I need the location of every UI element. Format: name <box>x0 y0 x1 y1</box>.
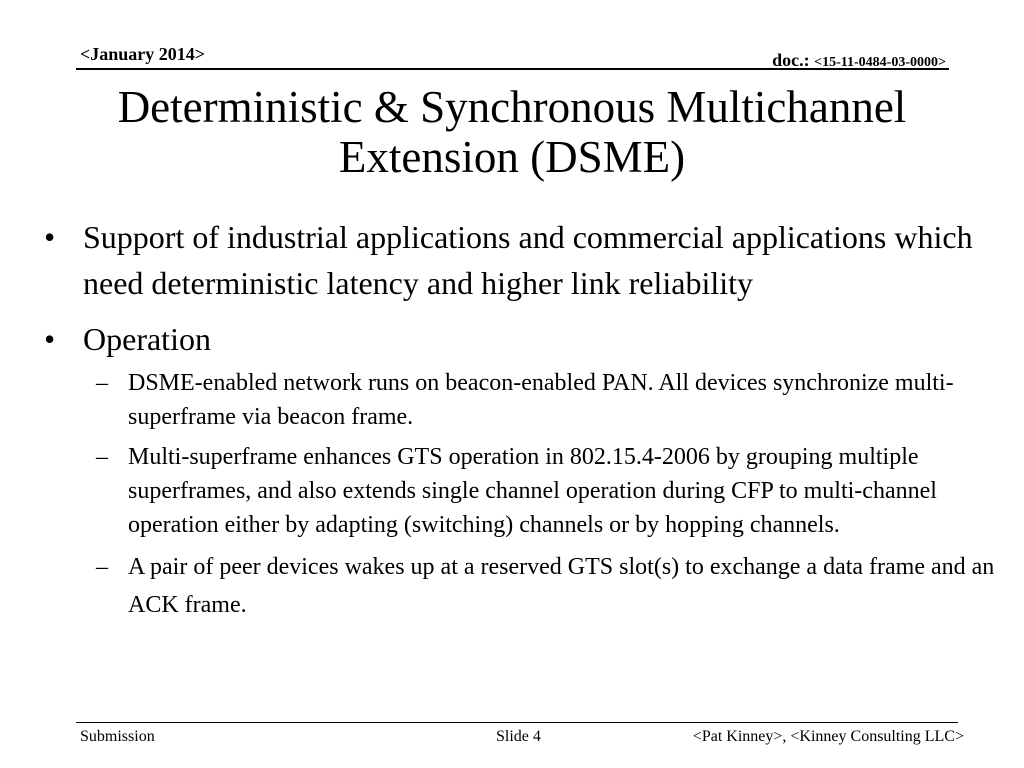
bullet-icon: • <box>44 219 56 255</box>
bullet-icon: • <box>44 321 56 357</box>
bullet-text: Support of industrial applications and commercial applications which need deterministic latency and higher link reliability <box>83 219 973 301</box>
sub-bullet-text: DSME-enabled network runs on beacon-enabled PAN. All devices synchronize multi-superframe via beacon frame. <box>128 370 954 430</box>
footer-submission: Submission <box>80 728 155 745</box>
sub-bullet-item <box>44 366 1004 434</box>
header-date: <January 2014> <box>80 44 206 64</box>
footer-slide-number: Slide 4 <box>496 728 541 745</box>
doc-prefix: doc.: <box>772 50 815 70</box>
bullet-item <box>44 316 1004 362</box>
slide-body <box>44 214 1004 630</box>
dash-icon: – <box>96 444 108 470</box>
slide-title-line-1: Deterministic & Synchronous Multichannel <box>117 82 907 132</box>
sub-bullet-item <box>44 440 1004 542</box>
dash-icon: – <box>96 554 108 580</box>
bullet-text: Operation <box>83 321 211 357</box>
header-divider <box>76 68 949 70</box>
footer-author: <Pat Kinney>, <Kinney Consulting LLC> <box>692 728 964 745</box>
sub-bullet-text: A pair of peer devices wakes up at a reserved GTS slot(s) to exchange a data frame and an ACK frame. <box>128 554 995 618</box>
doc-number: <15-11-0484-03-0000> <box>814 55 946 70</box>
dash-icon: – <box>96 370 108 396</box>
sub-bullet-text: Multi-superframe enhances GTS operation in 802.15.4-2006 by grouping multiple superframes, and also extends single channel operation during CFP to multi-channel operation either by adapting (switching) channels or by hopping channels. <box>128 444 937 538</box>
bullet-item <box>44 214 1004 306</box>
footer-divider <box>76 722 958 723</box>
slide-title-line-2: Extension (DSME) <box>338 132 686 182</box>
sub-bullet-item <box>44 548 1004 624</box>
slide-title <box>30 82 994 182</box>
